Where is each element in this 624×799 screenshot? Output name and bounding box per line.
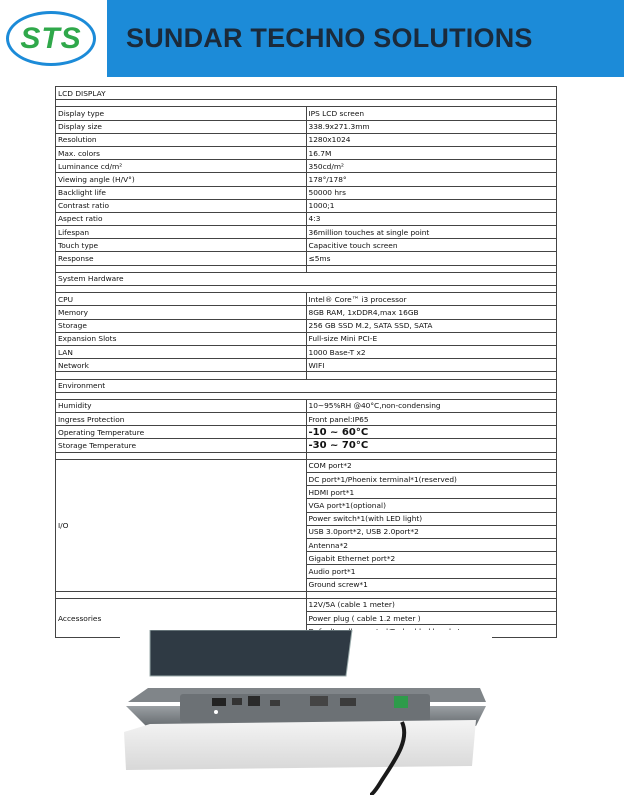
table-row [56,345,557,358]
table-row [56,319,557,332]
spacer-row [56,286,557,293]
port-icon [270,700,280,706]
table-row [56,439,557,452]
spec-label: Backlight life [56,186,307,199]
spec-value: 1280x1024 [306,133,557,146]
spec-value: 10~95%RH @40°C,non-condensing [306,399,557,412]
table-row [56,226,557,239]
spec-value: WIFI [306,359,557,372]
spec-value: 350cd/m² [306,160,557,173]
spec-label: Max. colors [56,146,307,159]
table-row [56,598,557,611]
table-row [56,359,557,372]
spec-value: ≤5ms [306,252,557,265]
spec-value: 8GB RAM, 1xDDR4,max 16GB [306,306,557,319]
io-value: HDMI port*1 [306,486,557,499]
spec-table [55,86,557,638]
spec-label: LAN [56,345,307,358]
spec-label: Lifespan [56,226,307,239]
spec-label: Contrast ratio [56,199,307,212]
table-row [56,146,557,159]
spec-value: 16.7M [306,146,557,159]
table-row [56,133,557,146]
io-value: Ground screw*1 [306,578,557,591]
spec-label: Viewing angle (H/V°) [56,173,307,186]
spec-label: Luminance cd/m² [56,160,307,173]
accessories-label: Accessories [56,598,307,638]
accessory-value: 12V/5A (cable 1 meter) [306,598,557,611]
port-icon [248,696,260,706]
port-icon [340,698,356,706]
port-icon [212,698,226,706]
io-value: VGA port*1(optional) [306,499,557,512]
section-lcd-display: LCD DISPLAY [56,87,557,100]
section-system-hardware: System Hardware [56,272,557,285]
io-value: DC port*1/Phoenix terminal*1(reserved) [306,473,557,486]
header [0,0,624,77]
spec-value: Full-size Mini PCI-E [306,332,557,345]
spec-value: 36million touches at single point [306,226,557,239]
spec-value: Front panel:IP65 [306,413,557,426]
table-row [56,107,557,120]
table-row [56,399,557,412]
spec-value: 338.9x271.3mm [306,120,557,133]
table-row [56,239,557,252]
spacer-row [56,591,557,598]
table-row [56,306,557,319]
spec-value: Intel® Core™ i3 processor [306,293,557,306]
table-row [56,173,557,186]
section-row [56,87,557,100]
spec-value: -30 ~ 70°C [306,439,557,452]
spec-label: Response [56,252,307,265]
led-icon [214,710,218,714]
table-row [56,293,557,306]
spec-value: Capacitive touch screen [306,239,557,252]
table-row [56,199,557,212]
io-value: Audio port*1 [306,565,557,578]
spacer-row [56,372,557,379]
spec-label: Memory [56,306,307,319]
io-value: Antenna*2 [306,538,557,551]
table-row [56,160,557,173]
section-row [56,379,557,392]
spacer-row [56,452,557,459]
spec-value: 1000;1 [306,199,557,212]
packing-foam-icon [124,720,476,770]
spec-label: Resolution [56,133,307,146]
spec-value: 178°/178° [306,173,557,186]
logo-ring [6,11,96,66]
spec-label: Aspect ratio [56,212,307,225]
spacer-row [56,265,557,272]
table-row [56,413,557,426]
io-value: COM port*2 [306,459,557,472]
spec-label: CPU [56,293,307,306]
spec-value: 50000 hrs [306,186,557,199]
spec-value: IPS LCD screen [306,107,557,120]
spec-value: 256 GB SSD M.2, SATA SSD, SATA [306,319,557,332]
table-row [56,186,557,199]
spec-label: Display size [56,120,307,133]
io-label: I/O [56,459,307,591]
table-row [56,426,557,439]
logo-text: STS [20,21,82,55]
table-row [56,212,557,225]
io-value: Gigabit Ethernet port*2 [306,552,557,565]
table-row [56,332,557,345]
spec-label: Expansion Slots [56,332,307,345]
spec-value: -10 ~ 60°C [306,426,557,439]
spec-label: Touch type [56,239,307,252]
screen-icon [150,630,352,676]
spec-label: Humidity [56,399,307,412]
terminal-block-icon [394,696,408,708]
table-row [56,120,557,133]
spec-value: 4:3 [306,212,557,225]
accessory-value: Power plug ( cable 1.2 meter ) [306,612,557,625]
section-row [56,272,557,285]
logo [0,0,107,77]
section-environment: Environment [56,379,557,392]
spec-label: Storage [56,319,307,332]
spec-label: Ingress Protection [56,413,307,426]
company-title: SUNDAR TECHNO SOLUTIONS [126,23,533,53]
spec-label: Storage Temperature [56,439,307,452]
title-banner [107,0,624,77]
io-value: Power switch*1(with LED light) [306,512,557,525]
spacer-row [56,100,557,107]
product-photo [120,630,492,795]
spec-value: 1000 Base-T x2 [306,345,557,358]
spacer-row [56,392,557,399]
io-value: USB 3.0port*2, USB 2.0port*2 [306,525,557,538]
table-row [56,252,557,265]
spec-label: Operating Temperature [56,426,307,439]
table-row [56,459,557,472]
port-icon [310,696,328,706]
spec-label: Display type [56,107,307,120]
spec-label: Network [56,359,307,372]
port-icon [232,698,242,705]
